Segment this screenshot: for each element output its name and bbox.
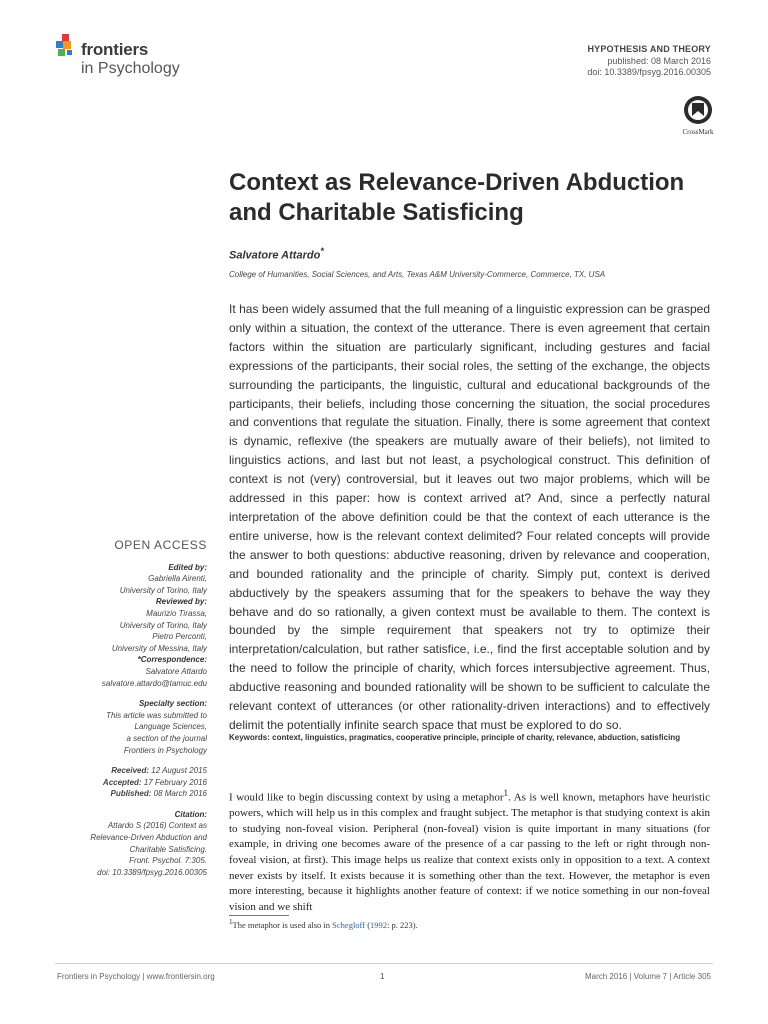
author-line [229,246,324,262]
reviewed-by-heading: Reviewed by: [155,597,207,607]
footer-divider [55,963,713,964]
author-name[interactable]: Salvatore Attardo [229,249,321,262]
received-row [60,765,207,777]
footer-issue-info: March 2016 | Volume 7 | Article 305 [584,972,711,981]
specialty-line: Language Sciences, [134,722,207,732]
journal-logo[interactable] [56,32,236,82]
body-text-rest: . As is well known, metaphors have heuristic powers, which will help us in this complex and fraught subject. The metaphor is that studying context is akin to studying non-foveal vision. Peripheral (non-foveal) vision is quite important in many situations (for example, in driving one becomes aware of the presence of a car passing to the left or right through non-foveal vision, at first). This image helps us realize that context exists only in opposition to a text. A context never exists by itself. It exists because it is something other than the text. However, the metaphor is even more interesting, because it highlights another feature of context: if we notice something in our non-foveal vision and we shift [229,791,710,913]
footnote-mark: 1 [229,918,233,926]
crossmark-icon [678,94,718,128]
footnote-divider [229,915,289,916]
received-date: 12 August 2015 [151,766,207,776]
reviewer-name: Maurizio Tirassa, [146,608,207,618]
accepted-date: 17 February 2016 [143,777,207,787]
accepted-label: Accepted: [102,777,142,787]
citation-line: Relevance-Driven Abduction and [90,833,207,843]
edited-by-heading: Edited by: [168,562,207,572]
editor-affiliation: University of Torino, Italy [119,585,207,595]
reviewer-affiliation: University of Messina, Italy [111,643,207,653]
published-date-sidebar: 08 March 2016 [153,789,207,799]
author-mark: * [320,246,324,256]
body-paragraph [229,786,710,915]
article-doi[interactable]: doi: 10.3389/fpsyg.2016.00305 [587,67,711,77]
specialty-line: Frontiers in Psychology [123,745,207,755]
footnote-text: The metaphor is used also in [232,919,333,930]
article-info-sidebar [60,540,207,878]
article-title: Context as Relevance-Driven Abduction and Charitable Satisficing [229,169,685,226]
footnote-citation-link[interactable]: Schegloff [332,919,366,930]
keywords: Keywords: context, linguistics, pragmatics, cooperative principle, principle of charity, relevance, abduction, satisficing [229,733,681,742]
footnote-paren: ( [365,919,371,930]
reviewer-name: Pietro Perconti, [152,632,207,642]
specialty-line: This article was submitted to [106,710,207,720]
open-access-label: OPEN ACCESS [114,538,207,552]
footnote [229,918,418,930]
published-row [60,788,207,800]
correspondence-heading: *Correspondence: [137,655,207,665]
footnote-text-end: : p. 223). [387,919,418,930]
abstract-text: It has been widely assumed that the full meaning of a linguistic expression can be grasped only within a situation, the context of the utterance. There is even agreement that certain factors within the situation are particularly significant, including gestures and facial expressions of the participants, their social roles, the setting of the exchange, the objects surrounding the participants, the linguistic, cultural and educational backgrounds of the participants, their beliefs, including those concerning the situation, the social procedures and conventions that regulate the situation. Finally, there is some agreement that context is dynamic, reflexive (the speakers are mutually aware of their beliefs), not limited to linguistics actions, and last but not least, a psychological construct. This definition of context is not (very) controversial, but it leaves out two major problems, which will be addressed in this paper: how is context arrived at? And, since a perfectly natural interpretation of the above definition could be that the context of each utterance is the entire universe, how is the relevant context delimited? Four related concepts will provide the answer to both questions: abductive reasoning, driven by relevance and cooperation, and bounded rationality and the principle of charity. Simply put, context is derived abductively by the speakers assuming that for the speakers to behave the way they behave and do so rationally, a given context must be available to them. The context is bounded by the simple requirement that speakers not try to optimize their interpretation/calculation, but rather satisfice, i.e., find the first acceptable solution and by the need to follow the principle of charity, which forces intersubjective agreement. Thus, abductive reasoning and bounded rationality will be shown to be sufficient to calculate the relevant context of utterances (or other rationality-driven interactions) and to effectively delimit the potentially infinite search space that must be explored to do so. [229,302,710,732]
citation-line: Charitable Satisficing. [129,844,207,854]
body-text-start: I would like to begin discussing context by using a metaphor [229,791,504,804]
article-type: HYPOTHESIS AND THEORY [587,44,711,54]
accepted-row [60,777,207,789]
published-label: Published: [110,789,152,799]
specialty-line: a section of the journal [126,733,207,743]
brand-name: frontiers [81,40,149,59]
footnote-year-link[interactable]: 1992 [370,919,388,930]
correspondence-email[interactable]: salvatore.attardo@tamuc.edu [101,678,207,688]
journal-name: in Psychology [81,60,180,77]
frontiers-logo-icon [56,34,78,60]
citation-doi[interactable]: doi: 10.3389/fpsyg.2016.00305 [97,867,207,877]
correspondence-name: Salvatore Attardo [145,666,207,676]
citation-line: Front. Psychol. 7:305. [129,856,207,866]
footnote-ref[interactable]: 1 [503,788,509,798]
received-label: Received: [111,766,150,776]
crossmark-label: CrossMark [682,128,714,136]
page-number: 1 [380,972,385,981]
crossmark-badge[interactable] [678,94,718,140]
specialty-heading: Specialty section: [138,699,207,709]
editor-name: Gabriella Airenti, [148,574,207,584]
affiliation: College of Humanities, Social Sciences, and Arts, Texas A&M University-Commerce, Commerce, TX, USA [229,270,606,279]
citation-line: Attardo S (2016) Context as [107,821,207,831]
footer-journal-link[interactable]: Frontiers in Psychology | www.frontiersin.org [57,972,215,981]
published-date: published: 08 March 2016 [607,56,711,66]
citation-heading: Citation: [174,809,207,819]
reviewer-affiliation: University of Torino, Italy [119,620,207,630]
